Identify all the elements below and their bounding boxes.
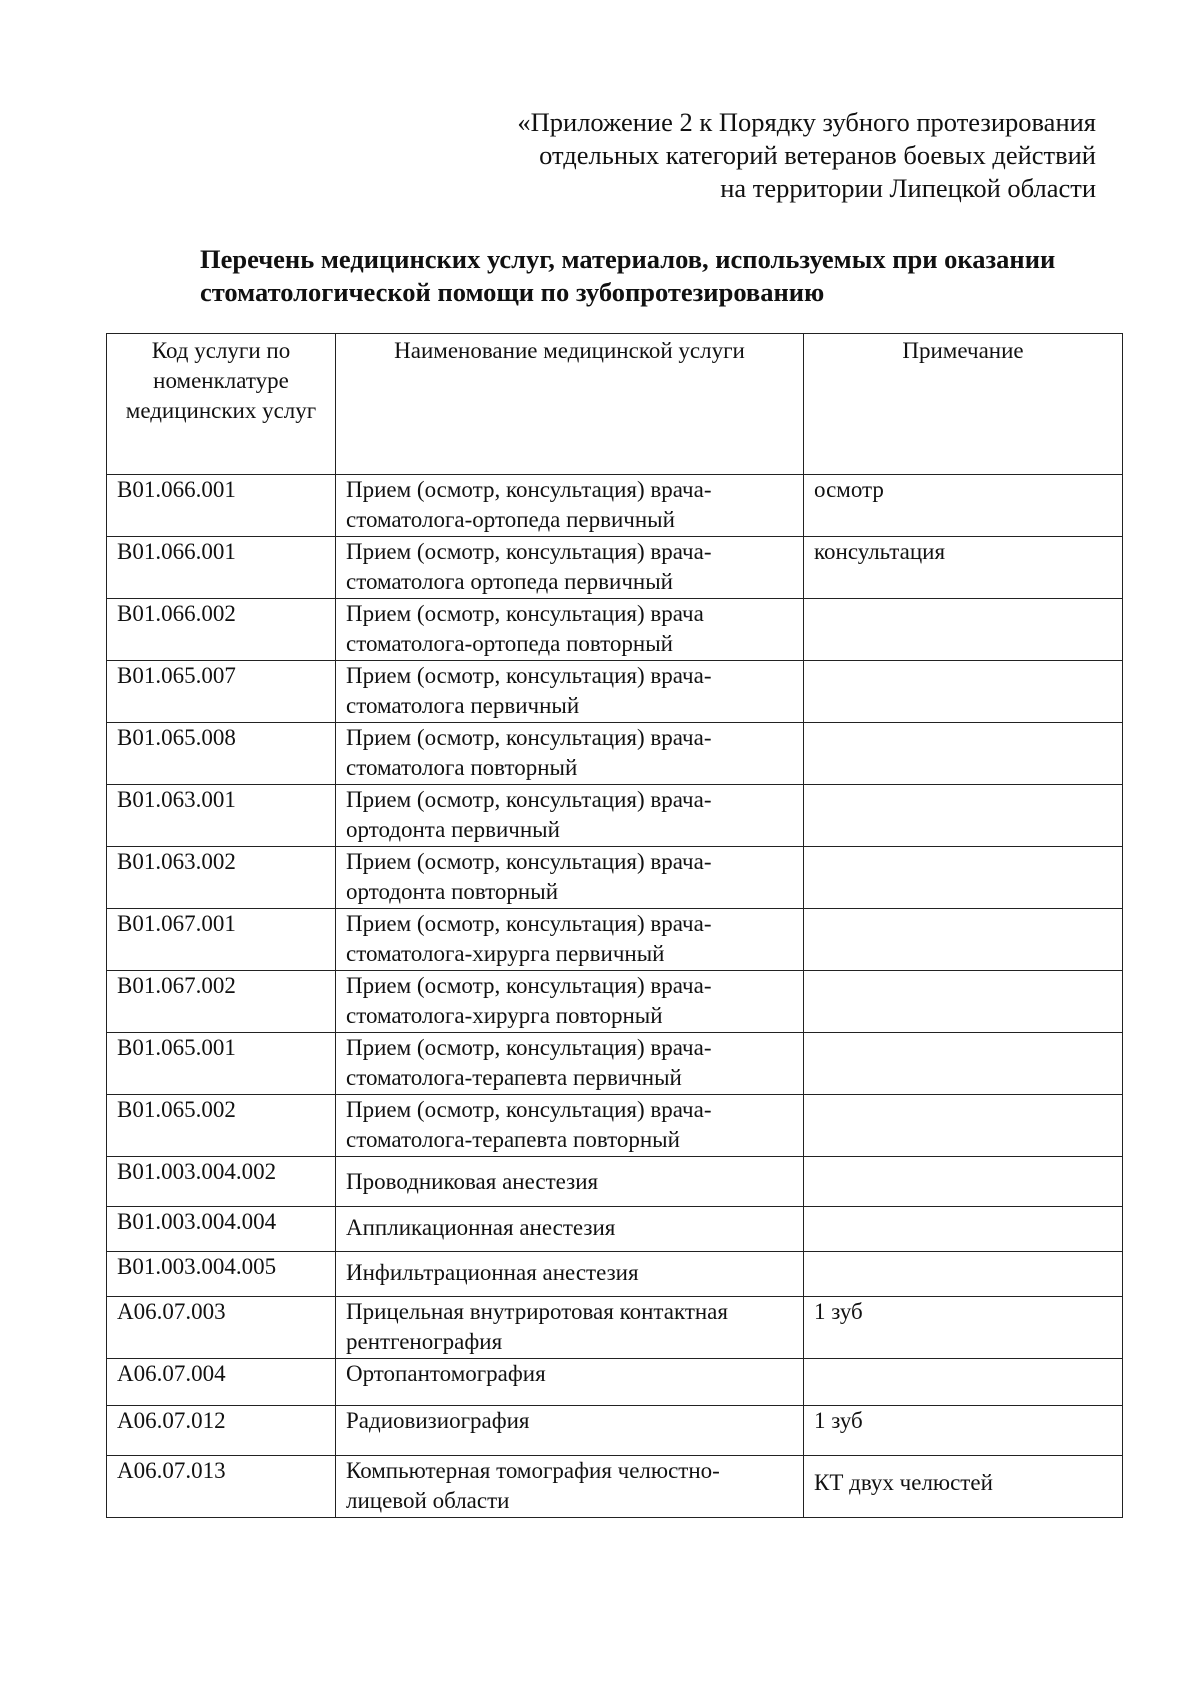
service-code: В01.003.004.005 [107, 1252, 336, 1297]
service-code: В01.066.001 [107, 475, 336, 537]
service-code: В01.065.008 [107, 723, 336, 785]
table-row [107, 785, 1123, 847]
service-code: В01.067.001 [107, 909, 336, 971]
appendix-line: «Приложение 2 к Порядку зубного протезирования [517, 107, 1096, 137]
table-row [107, 537, 1123, 599]
service-note: КТ двух челюстей [804, 1456, 1123, 1518]
service-name: Прием (осмотр, консультация) врача-стоматолога ортопеда первичный [336, 537, 804, 599]
service-note [804, 1157, 1123, 1207]
table-row [107, 1095, 1123, 1157]
service-code: В01.066.002 [107, 599, 336, 661]
service-name: Инфильтрационная анестезия [336, 1252, 804, 1297]
service-name: Прием (осмотр, консультация) врача-ортодонта первичный [336, 785, 804, 847]
document-title [200, 243, 1160, 309]
service-name: Прицельная внутриротовая контактная рентгенография [336, 1297, 804, 1359]
service-name: Ортопантомография [336, 1359, 804, 1406]
header-note: Примечание [804, 334, 1123, 475]
service-note [804, 1033, 1123, 1095]
table-row [107, 723, 1123, 785]
table-row [107, 909, 1123, 971]
service-name: Прием (осмотр, консультация) врача стоматолога-ортопеда повторный [336, 599, 804, 661]
service-name: Проводниковая анестезия [336, 1157, 804, 1207]
service-note: осмотр [804, 475, 1123, 537]
service-note: консультация [804, 537, 1123, 599]
table-row [107, 847, 1123, 909]
service-note [804, 661, 1123, 723]
service-note [804, 971, 1123, 1033]
service-name: Прием (осмотр, консультация) врача-стоматолога-хирурга повторный [336, 971, 804, 1033]
table-header-row [107, 334, 1123, 475]
appendix-line: отдельных категорий ветеранов боевых действий [539, 140, 1096, 170]
service-note [804, 1252, 1123, 1297]
service-code: В01.003.004.002 [107, 1157, 336, 1207]
service-note [804, 723, 1123, 785]
service-note [804, 1207, 1123, 1252]
service-name: Радиовизиография [336, 1406, 804, 1456]
service-name: Прием (осмотр, консультация) врача-ортодонта повторный [336, 847, 804, 909]
service-name: Аппликационная анестезия [336, 1207, 804, 1252]
table-row [107, 661, 1123, 723]
table-row [107, 1359, 1123, 1406]
service-note [804, 785, 1123, 847]
service-note [804, 1095, 1123, 1157]
service-name: Прием (осмотр, консультация) врача-стоматолога-терапевта первичный [336, 1033, 804, 1095]
table-row [107, 599, 1123, 661]
header-code: Код услуги по номенклатуре медицинских услуг [107, 334, 336, 475]
service-code: В01.065.001 [107, 1033, 336, 1095]
table-row [107, 971, 1123, 1033]
service-code: В01.065.007 [107, 661, 336, 723]
service-code: А06.07.013 [107, 1456, 336, 1518]
header-name: Наименование медицинской услуги [336, 334, 804, 475]
table-row [107, 1406, 1123, 1456]
service-note: 1 зуб [804, 1297, 1123, 1359]
table-row [107, 1456, 1123, 1518]
service-note [804, 599, 1123, 661]
service-name: Прием (осмотр, консультация) врача-стоматолога повторный [336, 723, 804, 785]
table-row [107, 1252, 1123, 1297]
service-name: Прием (осмотр, консультация) врача-стоматолога первичный [336, 661, 804, 723]
services-table [106, 333, 1123, 1518]
service-code: В01.063.001 [107, 785, 336, 847]
service-code: В01.003.004.004 [107, 1207, 336, 1252]
service-note [804, 847, 1123, 909]
table-row [107, 1033, 1123, 1095]
table-row [107, 475, 1123, 537]
title-line: Перечень медицинских услуг, материалов, используемых при оказании [200, 244, 1056, 274]
service-name: Компьютерная томография челюстно-лицевой области [336, 1456, 804, 1518]
service-code: А06.07.004 [107, 1359, 336, 1406]
service-code: А06.07.012 [107, 1406, 336, 1456]
service-code: В01.067.002 [107, 971, 336, 1033]
appendix-heading [517, 106, 1096, 205]
appendix-line: на территории Липецкой области [720, 173, 1096, 203]
service-name: Прием (осмотр, консультация) врача-стоматолога-терапевта повторный [336, 1095, 804, 1157]
service-name: Прием (осмотр, консультация) врача-стоматолога-ортопеда первичный [336, 475, 804, 537]
service-code: В01.066.001 [107, 537, 336, 599]
table-row [107, 1207, 1123, 1252]
service-code: В01.065.002 [107, 1095, 336, 1157]
service-code: А06.07.003 [107, 1297, 336, 1359]
service-note [804, 1359, 1123, 1406]
table-row [107, 1157, 1123, 1207]
service-code: В01.063.002 [107, 847, 336, 909]
title-line: стоматологической помощи по зубопротезированию [200, 277, 825, 307]
service-note: 1 зуб [804, 1406, 1123, 1456]
service-name: Прием (осмотр, консультация) врача-стоматолога-хирурга первичный [336, 909, 804, 971]
table-row [107, 1297, 1123, 1359]
service-note [804, 909, 1123, 971]
